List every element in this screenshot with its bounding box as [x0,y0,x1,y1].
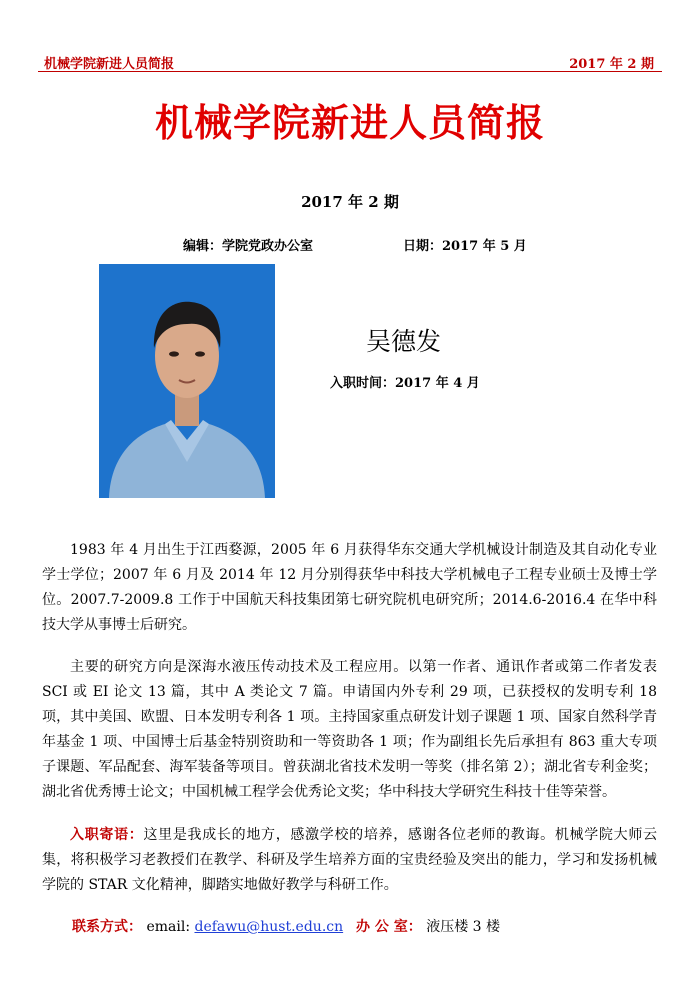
issue-number: 2017 年 2 期 [301,193,399,211]
email-link[interactable]: defawu@hust.edu.cn [194,919,344,935]
bio-paragraph: 1983 年 4 月出生于江西婺源，2005 年 6 月获得华东交通大学机械设计制造及其自动化专业学士学位；2007 年 6 月及 2014 年 12 月分别得获华中科技大学机械电子工程专业硕士及博士学位。2007.7-2009.8 工作于中国航天科技集团第七研究院机电研究所；2014.6-2016.4 在华中科技大学从事博士后研究。 [42,542,657,633]
person-name: 吴德发 [366,327,442,356]
contact-info [72,916,343,936]
research-paragraph: 主要的研究方向是深海水液压传动技术及工程应用。以第一作者、通讯作者或第二作者发表 SCI 或 EI 论文 13 篇，其中 A 类论文 7 篇。申请国内外专利 29 项，已获授权的发明专利 18 项，其中美国、欧盟、日本发明专利各 1 项。主持国家重点研发计划子课题 1 项、国家自然科学青年基金 1 项、中国博士后基金特别资助和一等资助各 1 项；作为副组长先后承担有 863 重大专项子课题、军品配套、海军装备等项目。曾获湖北省技术发明一等奖（排名第 2）；湖北省专利金奖；湖北省优秀博士论文；中国机械工程学会优秀论文奖；华中科技大学研究生科技十佳等荣誉。 [42,659,657,800]
office-location: 液压楼 3 楼 [426,919,501,935]
page-title: 机械学院新进人员简报 [154,100,545,145]
email-prefix: email: [146,919,195,935]
join-date: 入职时间：2017 年 4 月 [330,376,480,391]
office-info [356,916,500,936]
message-paragraph [42,823,657,898]
contact-label: 联系方式： [72,919,142,935]
portrait-photo [99,264,275,498]
message-label: 入职寄语： [70,827,144,843]
header-left-title: 机械学院新进人员简报 [44,57,175,72]
publish-date: 日期：2017 年 5 月 [403,239,527,254]
message-text: 这里是我成长的地方，感激学校的培养，感谢各位老师的教诲。机械学院大师云集，将积极学习老教授们在教学、科研及学生培养方面的宝贵经验及突出的能力，学习和发扬机械学院的 STAR 文化精神，脚踏实地做好教学与科研工作。 [42,827,658,893]
header-divider [38,71,662,72]
editor-info: 编辑：学院党政办公室 [183,239,314,254]
header-issue: 2017 年 2 期 [569,57,654,72]
office-label: 办 公 室： [356,919,422,935]
portrait-image [99,264,275,498]
